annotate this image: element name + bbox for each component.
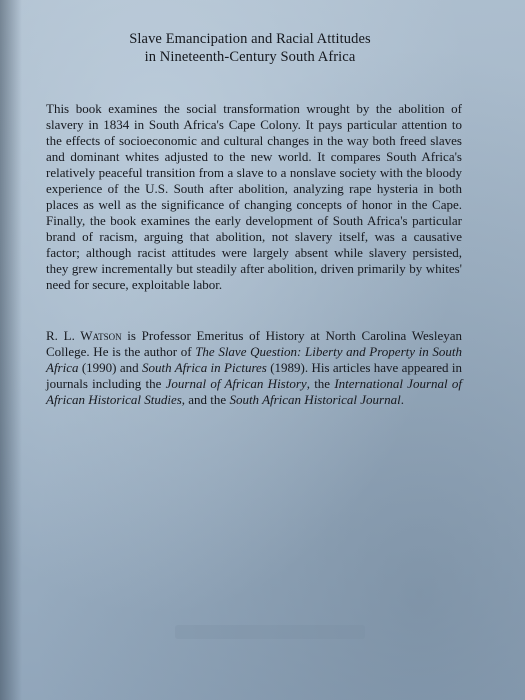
page-edge-shadow	[0, 0, 22, 700]
book-title-1: The Slave Question: Liberty and Property in South Africa	[46, 344, 462, 375]
bio-end: .	[400, 392, 404, 407]
bio-intro: is Professor Emeritus of History at North Carolina Wesleyan College. He is the author of	[46, 328, 462, 359]
journal-2: International Journal of African Historical Studies	[46, 376, 462, 407]
journal-3: South African Historical Journal	[229, 392, 401, 407]
book-title-line-2: in Nineteenth-Century South Africa	[144, 49, 356, 65]
bio-sep-1: , the	[306, 376, 335, 391]
author-bio	[46, 328, 462, 408]
bio-year-1: (1990) and	[78, 360, 142, 375]
book-description: This book examines the social transformation wrought by the abolition of slavery in 1834 in South Africa's Cape Colony. It pays particular attention to the effects of socioeconomic and cultural changes in the way both freed slaves and dominant whites adjusted to the new world. It compares South Africa's relatively peaceful transition from a slave to a nonslave society with the bloody experience of the U.S. South after abolition, analyzing rape hysteria in both places as well as the significance of changing concepts of honor in the Cape. Finally, the book examines the early development of South Africa's particular brand of racism, arguing that abolition, not slavery itself, was a causative factor; although racist attitudes were largely absent while slavery persisted, they grew incrementally but steadily after abolition, driven primarily by whites' need for secure, exploitable labor.	[46, 101, 462, 292]
book-title	[60, 30, 440, 66]
bio-year-2: (1989). His articles have appeared in journals including the	[46, 360, 463, 391]
journal-1: Journal of African History	[165, 376, 307, 391]
author-name: R. L. Watson	[46, 328, 122, 343]
bio-sep-2: , and the	[181, 392, 230, 407]
book-title-2: South Africa in Pictures	[141, 360, 267, 375]
faint-show-through-mark	[175, 625, 365, 639]
book-title-line-1: Slave Emancipation and Racial Attitudes	[129, 31, 371, 47]
